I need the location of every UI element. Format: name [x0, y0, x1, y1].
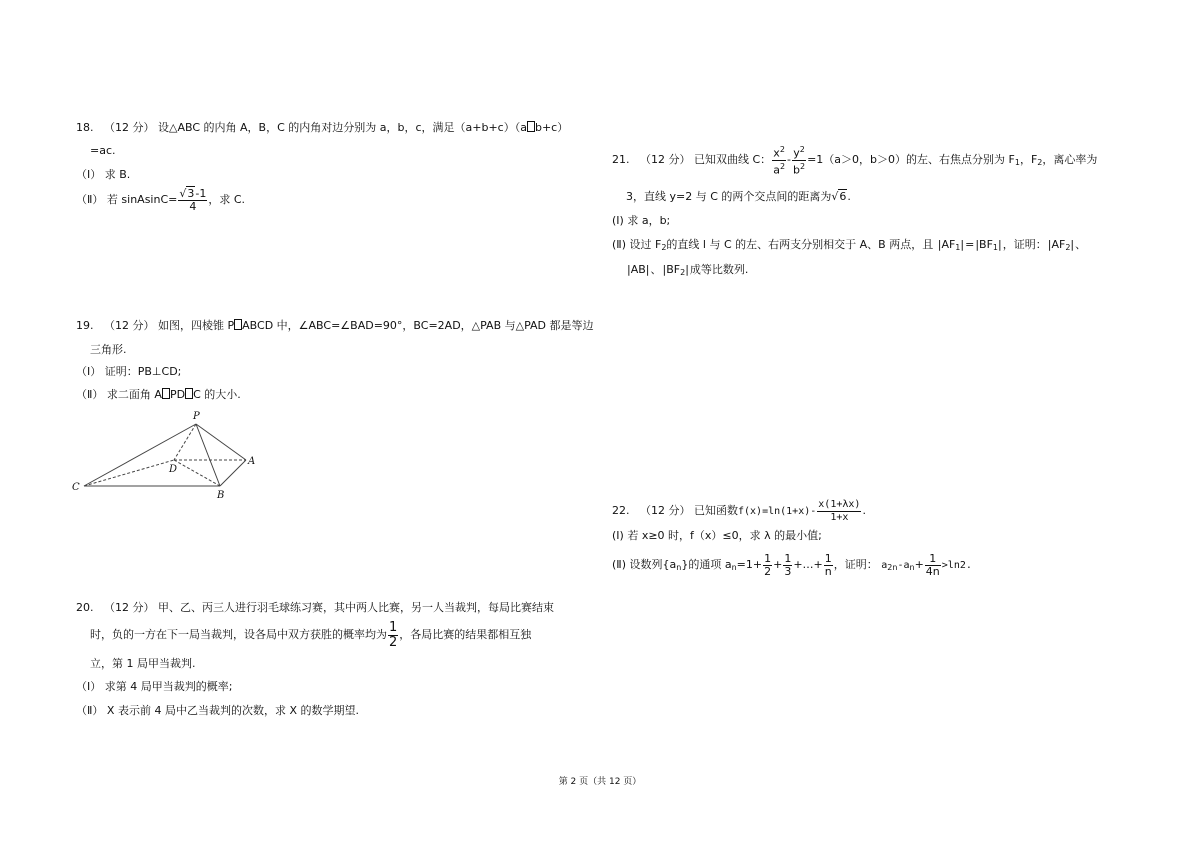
- q20-part1: [76, 679, 232, 695]
- q19-part1-label: （Ⅰ）: [76, 365, 102, 378]
- q21-stem-post: ，离心率为: [1042, 153, 1098, 166]
- q22-number: 22.: [612, 504, 630, 517]
- q19-stem-1b: ABCD 中，∠ABC=∠BAD=90°，BC=2AD，△PAB 与△PAD 都是等边: [242, 319, 594, 332]
- q19-line-1: [76, 318, 594, 334]
- q22-fx-frac: $\frac{x(1+\lambda x)}{1+x}$: [818, 498, 861, 523]
- q19-part1: [76, 364, 181, 380]
- q18-stem-1: 设△ABC 的内角 A，B，C 的内角对边分别为 a，b，c，满足（a+b+c）（a: [158, 121, 527, 134]
- q19-stem-1: 如图，四棱锥 P: [158, 319, 235, 332]
- label-P: P: [193, 411, 200, 422]
- q21-part1-label: (Ⅰ): [612, 214, 624, 227]
- q19-part2-label: （Ⅱ）: [76, 388, 104, 401]
- q21-line2-pre: 3，直线 y=2 与 C 的两个交点间的距离为: [626, 190, 832, 203]
- q20-part2-label: （Ⅱ）: [76, 704, 104, 717]
- edge-PC: [84, 424, 196, 486]
- q20-number: 20.: [76, 601, 94, 614]
- q19-part2-b: PD: [169, 388, 186, 401]
- edge-PB: [196, 424, 220, 486]
- q20-stem-3: 立，第 1 局甲当裁判.: [90, 657, 196, 670]
- q21-number: 21.: [612, 153, 630, 166]
- q18-stem-2: =ac.: [90, 144, 116, 157]
- q21-stem-pre: 已知双曲线 C：: [694, 153, 772, 166]
- label-D: D: [169, 464, 178, 475]
- edge-PD: [174, 424, 196, 460]
- q18-part1-label: （Ⅰ）: [76, 168, 102, 181]
- q22-part2: (Ⅱ) 设数列$\{a_n\}$的通项 $a_n=1+$ $\frac{1}{2}$ + $\frac{1}{3}$ +…+ $\frac{1}{n}$ ，证明： $a_{2n}-a_n+$ $\frac{1}{4n}$ >ln2.: [612, 551, 972, 578]
- q21-sqrt: √6: [831, 190, 847, 203]
- q20-part2-text: X 表示前 4 局中乙当裁判的次数，求 X 的数学期望.: [106, 704, 359, 717]
- q20-stem-2-pre: 时，负的一方在下一局当裁判，设各局中双方获胜的概率均为: [90, 628, 387, 641]
- q21-line-2: 3，直线 y=2 与 C 的两个交点间的距离为√6.: [626, 190, 851, 203]
- q20-part2: [76, 703, 359, 719]
- pyramid-figure: [70, 408, 270, 500]
- q22-part1-label: (Ⅰ): [612, 529, 624, 542]
- q18-garble-box: [527, 121, 535, 132]
- q19-number: 19.: [76, 319, 94, 332]
- edge-CD: [84, 460, 174, 486]
- label-A: A: [248, 456, 256, 467]
- q18-den: 4: [189, 199, 197, 213]
- q21-score: （12 分）: [640, 153, 691, 166]
- q21-line-3: |AB|、$|BF_2|$成等比数列.: [627, 263, 749, 277]
- q22-frac-2: $\frac{1}{3}$: [784, 551, 792, 578]
- q21-line-1: 21. （12 分） 已知双曲线 C： $\frac{x^2}{a^2}$ - $\frac{y^2}{b^2}$ =1（a＞0，b＞0）的左、右焦点分别为 $F_1$，$F_2$，离心率为: [612, 144, 1098, 177]
- q22-frac-4: $\frac{1}{4n}$: [925, 551, 940, 578]
- q21-frac-x: $\frac{x^2}{a^2}$: [773, 144, 786, 177]
- q19-part2-a: 求二面角 A: [106, 388, 162, 401]
- q22-part1: [612, 528, 822, 544]
- edge-BA: [220, 460, 246, 486]
- q18-number: 18.: [76, 121, 94, 134]
- q22-fx: f(x)=ln(1+x)-: [738, 506, 817, 517]
- q19-garble-box-3: [185, 388, 193, 399]
- q20-line-2: [90, 620, 531, 650]
- q18-part1: [76, 167, 130, 183]
- page-footer: 第 2 页（共 12 页）: [558, 777, 642, 787]
- q19-part2: [76, 387, 241, 403]
- q21-frac-y: $\frac{y^2}{b^2}$: [793, 144, 806, 177]
- q21-part1: [612, 213, 670, 229]
- q20-stem-1: 甲、乙、丙三人进行羽毛球练习赛，其中两人比赛，另一人当裁判，每局比赛结束: [158, 601, 554, 614]
- q19-line-2: [90, 342, 127, 358]
- q18-line-2: [90, 143, 116, 159]
- q22-frac-1: $\frac{1}{2}$: [764, 551, 772, 578]
- q22-score: （12 分）: [640, 504, 691, 517]
- q19-part2-c: C 的大小.: [193, 388, 241, 401]
- q18-stem-1-garble: b+c）: [534, 121, 569, 134]
- q18-part2: [76, 186, 245, 214]
- q20-line-1: [76, 600, 554, 616]
- q20-part1-text: 求第 4 局甲当裁判的概率;: [104, 680, 233, 693]
- q18-line-1: [76, 120, 568, 136]
- q18-part1-text: 求 B.: [104, 168, 131, 181]
- q21-part2-label: (Ⅱ): [612, 238, 626, 251]
- label-B: B: [217, 490, 225, 500]
- q18-part2-label: （Ⅱ）: [76, 193, 104, 206]
- q20-fraction: $\frac{1}{2}$: [389, 619, 398, 650]
- q19-part1-text: 证明：PB⊥CD;: [104, 365, 182, 378]
- q19-garble-box: [234, 319, 242, 330]
- q18-part2-post: ，求 C.: [208, 193, 246, 206]
- q18-sqrt-value: 3: [187, 186, 195, 200]
- q22-part2-label: (Ⅱ): [612, 558, 626, 571]
- q20-line-3: [90, 656, 196, 672]
- q19-garble-box-2: [162, 388, 170, 399]
- q21-part2: (Ⅱ) 设过 $F_2$的直线 l 与 C 的左、右两支分别相交于 A、B 两点，且 $|AF_1|=|BF_1|$，证明：$|AF_2|$、: [612, 238, 1087, 252]
- q19-stem-2: 三角形.: [90, 343, 127, 356]
- q18-score: （12 分）: [104, 121, 155, 134]
- q20-score: （12 分）: [104, 601, 155, 614]
- q22-part1-text: 若 x≥0 时，f（x）≤0，求 λ 的最小值;: [627, 529, 822, 542]
- q21-part1-text: 求 a，b;: [627, 214, 671, 227]
- q18-fraction: $\frac{√3-1}{4}$: [179, 186, 207, 213]
- q19-score: （12 分）: [104, 319, 155, 332]
- q22-frac-3: $\frac{1}{n}$: [824, 551, 832, 578]
- q22-line-1: 22. （12 分） 已知函数f(x)=ln(1+x)- $\frac{x(1+\lambda x)}{1+x}$ .: [612, 498, 866, 523]
- q18-part2-pre: 若 sinAsinC=: [106, 193, 178, 206]
- q21-stem-mid: =1（a＞0，b＞0）的左、右焦点分别为 F: [807, 153, 1015, 166]
- q18-num-tail: -1: [195, 186, 207, 200]
- q20-stem-2-post: ，各局比赛的结果都相互独: [399, 628, 532, 641]
- label-C: C: [72, 482, 80, 493]
- edge-DB: [174, 460, 220, 486]
- q20-part1-label: （Ⅰ）: [76, 680, 102, 693]
